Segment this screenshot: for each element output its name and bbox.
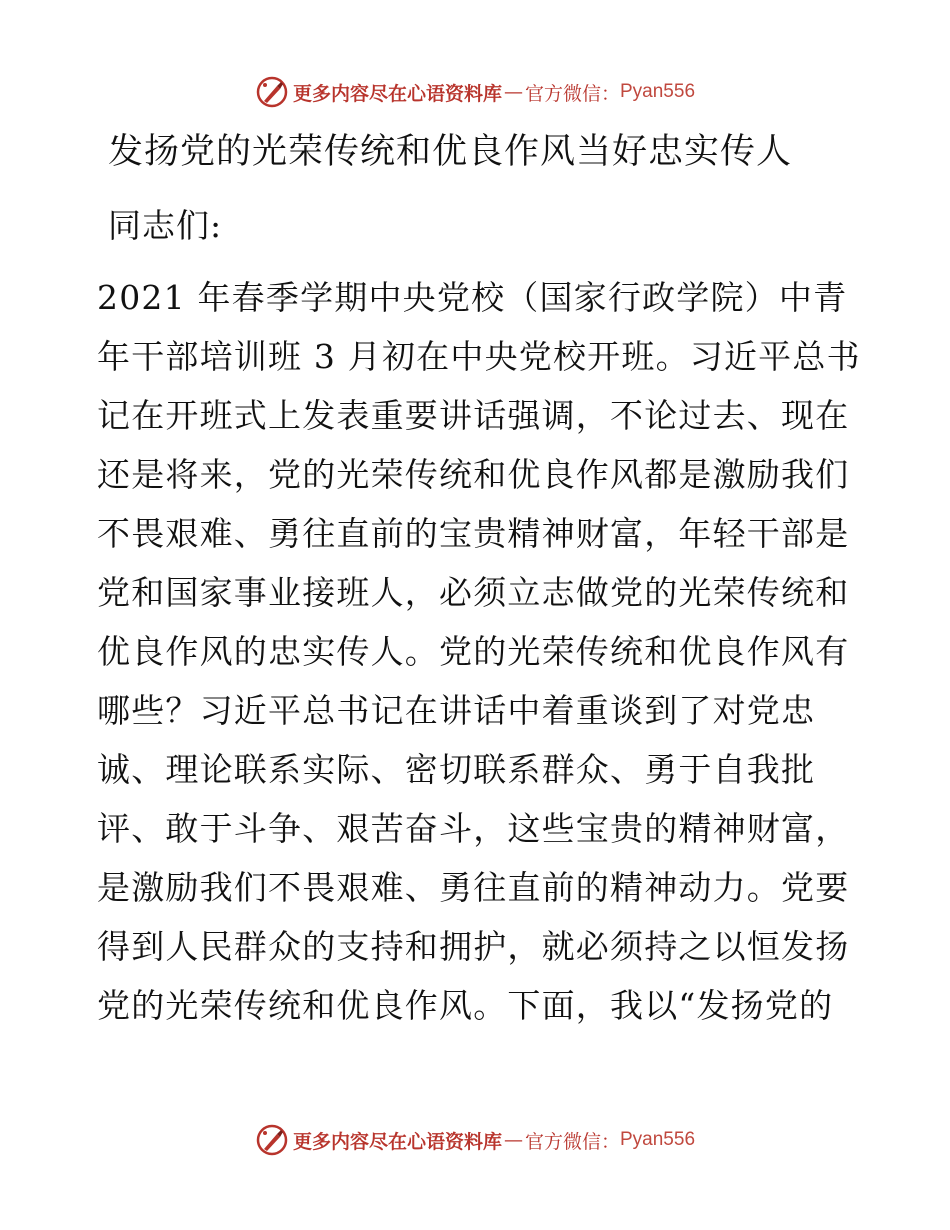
body-line: 记在开班式上发表重要讲话强调，不论过去、现在 xyxy=(97,396,850,435)
footer-banner xyxy=(0,1120,950,1160)
body-line: 哪些？习近平总书记在讲话中着重谈到了对党忠 xyxy=(97,691,816,730)
body-line: 得到人民群众的支持和拥护，就必须持之以恒发扬 xyxy=(97,927,850,966)
body-line: 不畏艰难、勇往直前的宝贵精神财富，年轻干部是 xyxy=(97,514,850,553)
body-line: 优良作风的忠实传人。党的光荣传统和优良作风有 xyxy=(97,632,850,671)
pen-logo-icon xyxy=(255,1123,289,1157)
header-brand: 更多内容尽在心语资料库 xyxy=(292,82,502,105)
header-separator: — xyxy=(503,81,523,103)
body-line: 是激励我们不畏艰难、勇往直前的精神动力。党要 xyxy=(97,868,850,907)
document-body xyxy=(97,272,861,1039)
footer-separator: — xyxy=(503,1129,523,1151)
body-line: 党和国家事业接班人，必须立志做党的光荣传统和 xyxy=(97,573,850,612)
header-banner xyxy=(0,72,950,112)
body-line: 还是将来，党的光荣传统和优良作风都是激励我们 xyxy=(97,455,850,494)
pen-logo-icon xyxy=(255,75,289,109)
body-line: 年干部培训班 3 月初在中央党校开班。习近平总书 xyxy=(97,337,861,376)
footer-wechat-id: Pyan556 xyxy=(620,1129,696,1150)
footer-brand: 更多内容尽在心语资料库 xyxy=(292,1130,502,1153)
header-wechat-id: Pyan556 xyxy=(620,81,696,102)
body-line: 评、敢于斗争、艰苦奋斗，这些宝贵的精神财富， xyxy=(97,809,850,848)
body-line: 2021 年春季学期中央党校（国家行政学院）中青 xyxy=(97,278,848,317)
body-line: 党的光荣传统和优良作风。下面，我以“发扬党的 xyxy=(97,986,834,1025)
document-salutation: 同志们: xyxy=(108,206,223,245)
footer-wechat-label: 官方微信： xyxy=(524,1130,620,1153)
header-wechat-label: 官方微信： xyxy=(524,82,620,105)
body-line: 诚、理论联系实际、密切联系群众、勇于自我批 xyxy=(97,750,816,789)
document-title: 发扬党的光荣传统和优良作风当好忠实传人 xyxy=(108,132,793,172)
